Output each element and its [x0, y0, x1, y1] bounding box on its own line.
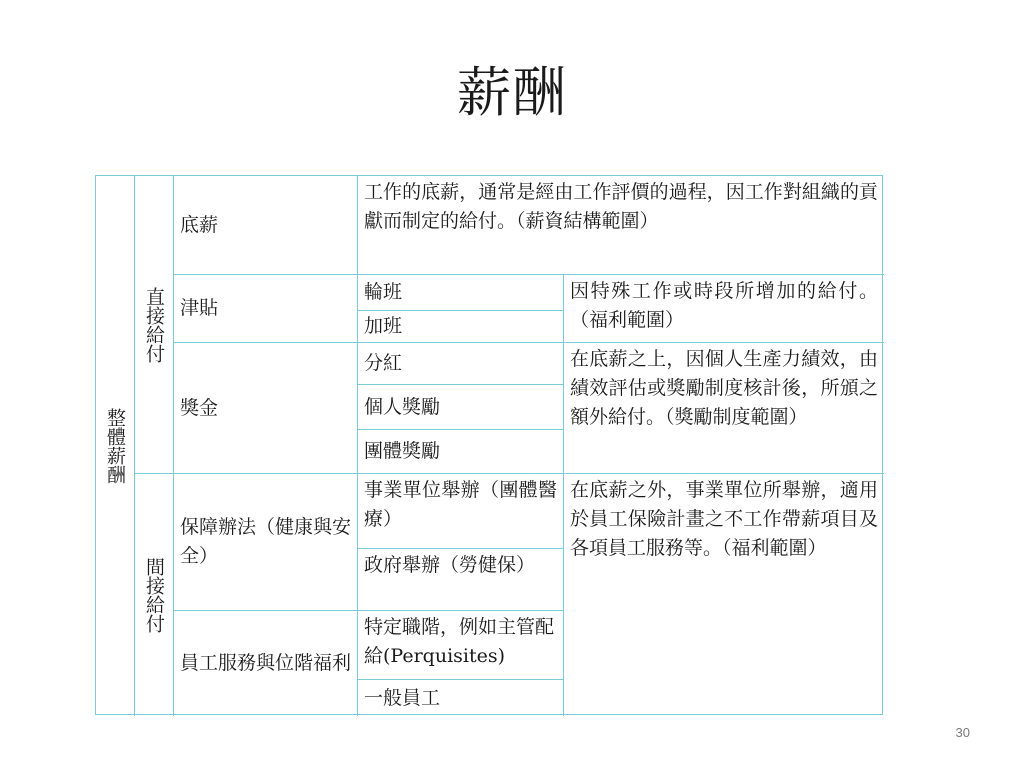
security-item: [358, 474, 564, 549]
service-item: [358, 680, 564, 716]
service-item-label: 特定職階，例如主管配給(Perquisites): [364, 616, 555, 667]
bonus-label: 獎金: [180, 396, 219, 419]
base-salary-cell: [174, 176, 358, 275]
bonus-item: [358, 430, 564, 474]
indirect-payment-cell: [135, 474, 174, 716]
allowance-cell: [174, 275, 358, 343]
security-cell: [174, 474, 358, 611]
bonus-item-label: 分紅: [364, 352, 403, 374]
security-item-label: 政府舉辦（勞健保）: [364, 554, 536, 576]
slide-title: 薪酬: [457, 61, 567, 124]
welfare-description-cell: [564, 474, 884, 716]
bonus-cell: [174, 343, 358, 474]
welfare-description: 在底薪之外，事業單位所舉辦，適用於員工保險計畫之不工作帶薪項目及各項員工服務等。（福利範圍）: [570, 479, 878, 559]
direct-payment-label: 直接給付: [143, 286, 165, 363]
service-item-label: 一般員工: [364, 686, 441, 709]
bonus-item: [358, 385, 564, 430]
bonus-item-label: 團體獎勵: [364, 440, 441, 462]
allowance-item: [358, 311, 564, 343]
allowance-description-cell: [564, 275, 884, 343]
service-item: [358, 611, 564, 680]
security-item-label: 事業單位舉辦（團體醫療）: [364, 479, 557, 530]
bonus-item-label: 個人獎勵: [364, 395, 441, 418]
service-cell: [174, 611, 358, 716]
allowance-item-label: 加班: [364, 315, 403, 337]
allowance-item: [358, 275, 564, 311]
base-salary-description-cell: [358, 176, 884, 275]
service-label: 員工服務與位階福利: [180, 652, 352, 674]
direct-payment-cell: [135, 176, 174, 474]
base-salary-label: 底薪: [180, 213, 219, 236]
bonus-description-cell: [564, 343, 884, 474]
compensation-table: [95, 175, 883, 715]
bonus-item: [358, 343, 564, 385]
page-number: 30: [955, 725, 970, 740]
base-salary-description: 工作的底薪，通常是經由工作評價的過程，因工作對組織的貢獻而制定的給付。（薪資結構範圍）: [364, 181, 878, 232]
security-label: 保障辦法（健康與安全）: [180, 516, 352, 567]
overall-compensation-cell: [96, 176, 135, 716]
allowance-description: 因特殊工作或時段所增加的給付。（福利範圍）: [570, 280, 878, 331]
bonus-description: 在底薪之上，因個人生產力績效，由績效評估或獎勵制度核計後，所頒之額外給付。（獎勵制度範圍）: [570, 348, 878, 428]
security-item: [358, 549, 564, 611]
allowance-item-label: 輪班: [364, 281, 403, 303]
overall-compensation-label: 整體薪酬: [104, 408, 126, 484]
allowance-label: 津貼: [180, 297, 219, 319]
indirect-payment-label: 間接給付: [143, 557, 165, 633]
